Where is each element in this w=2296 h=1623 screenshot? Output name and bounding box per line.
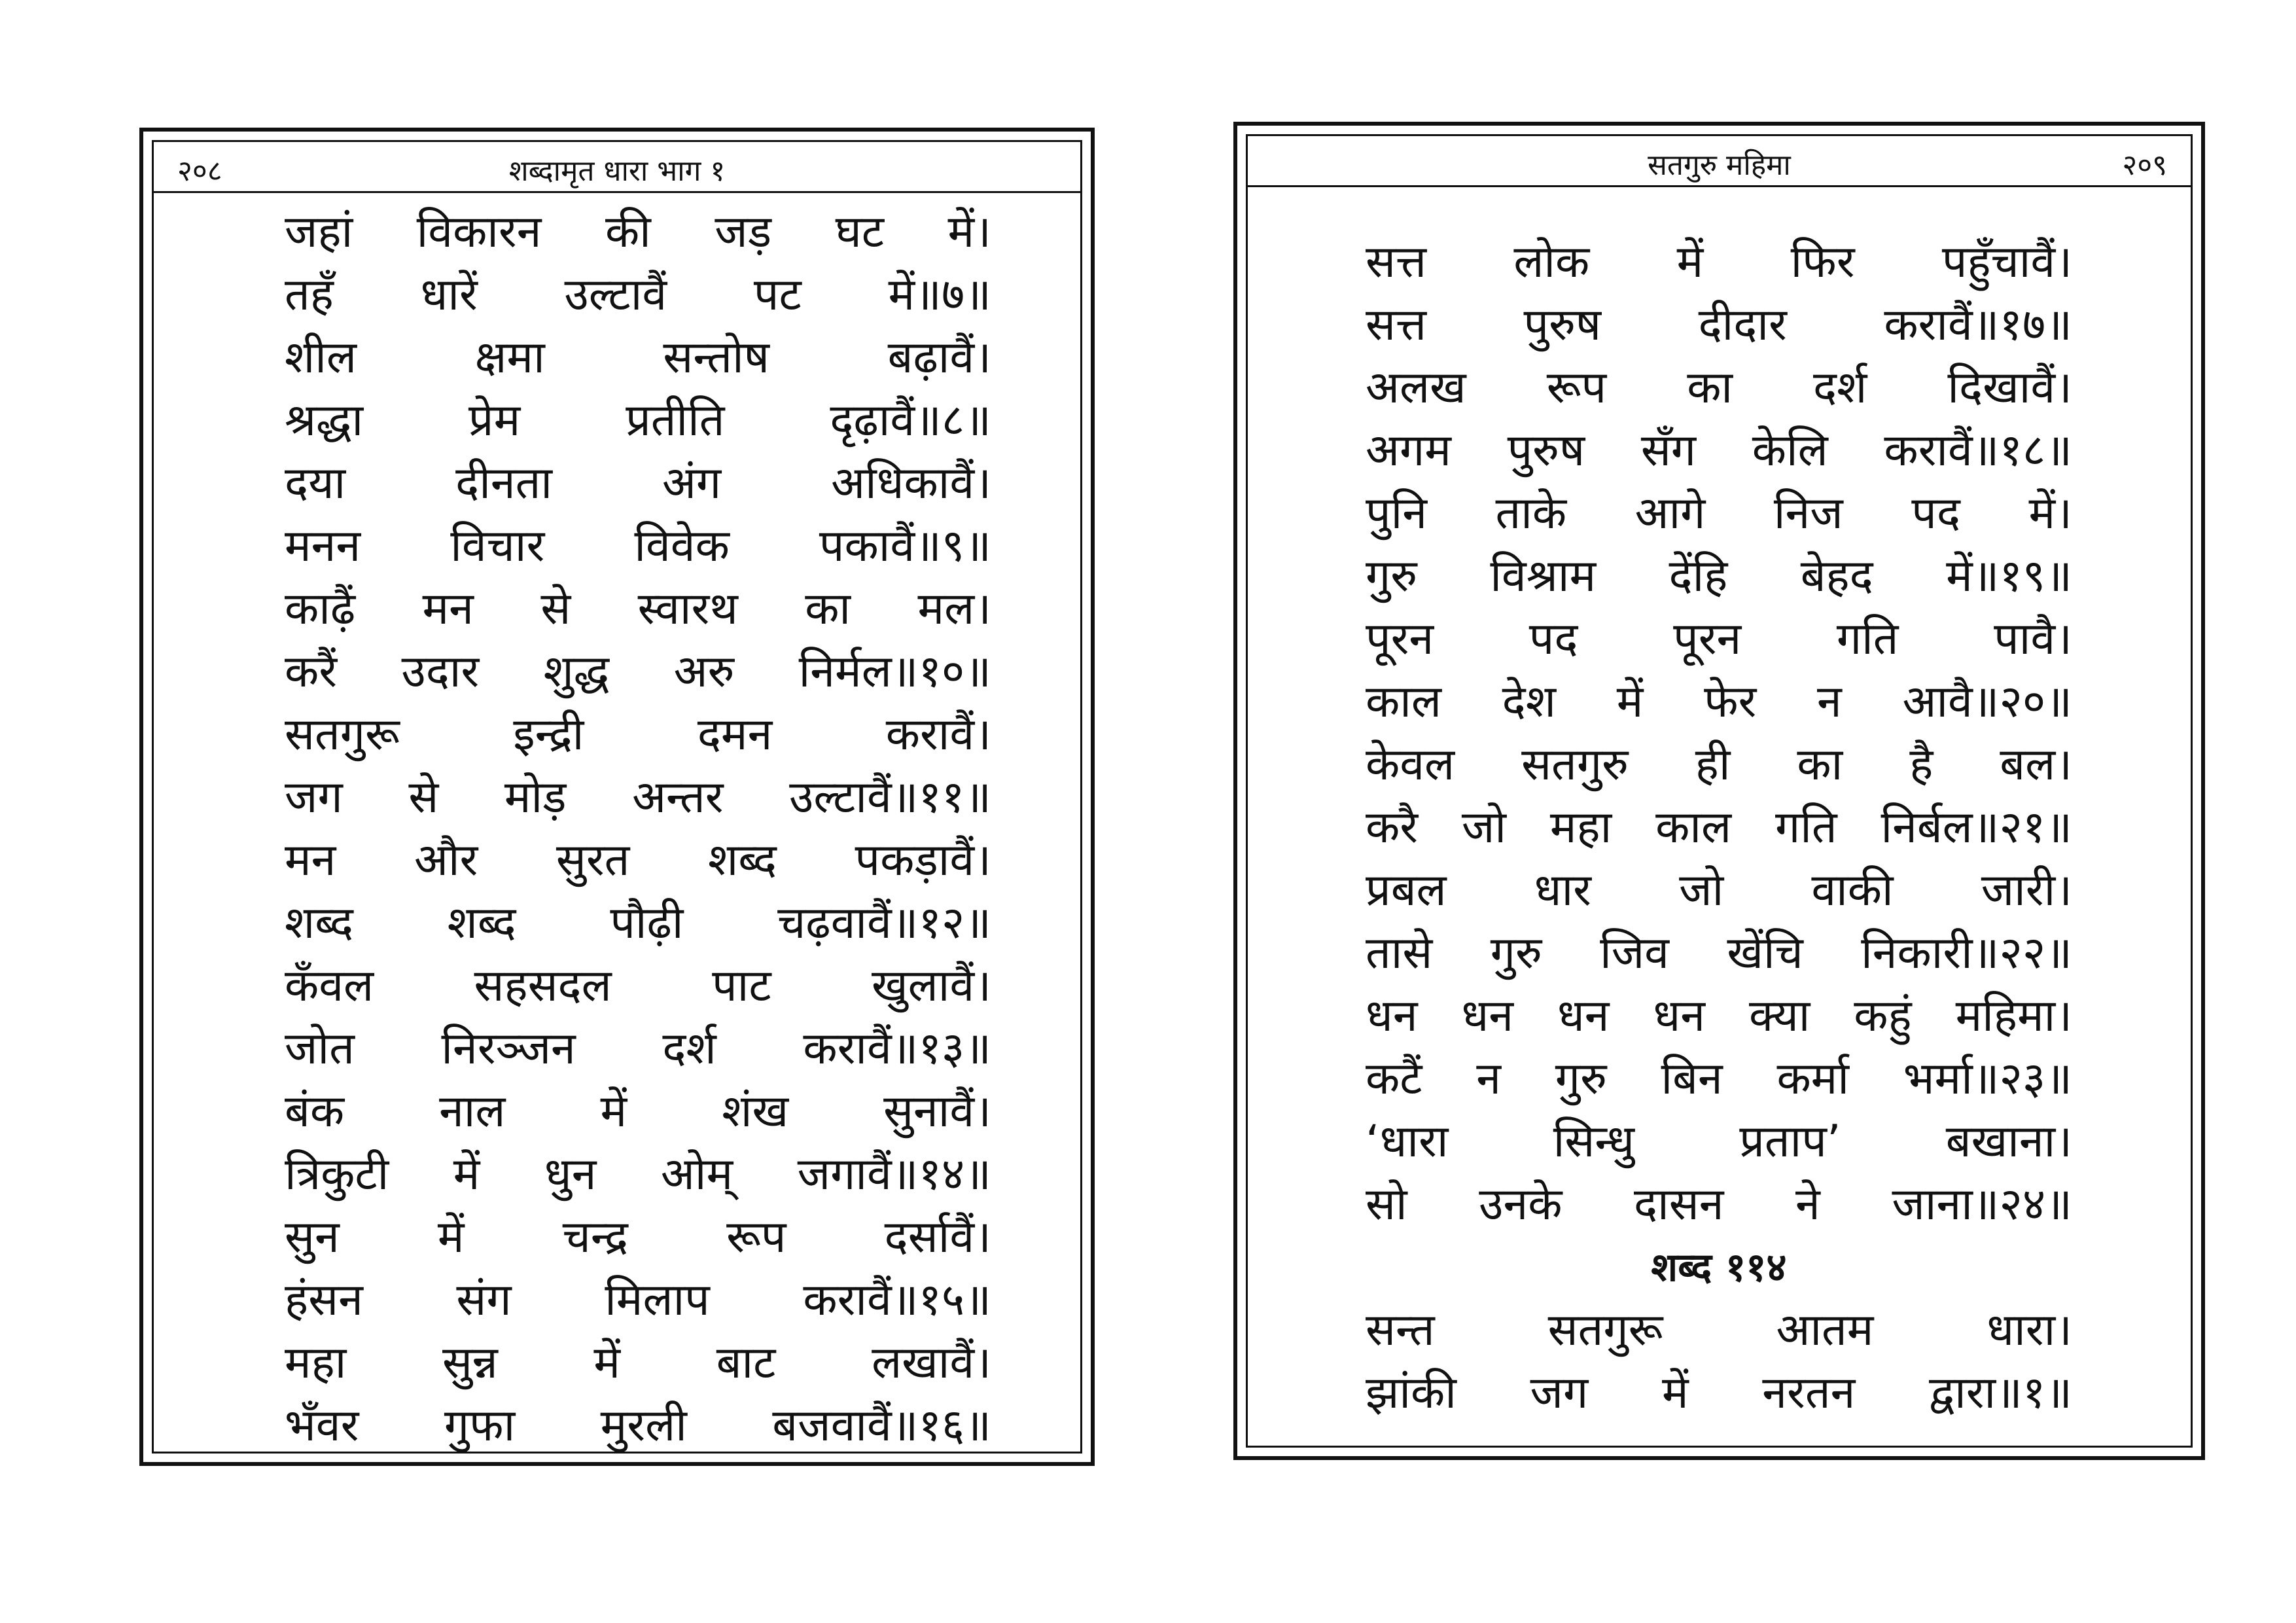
verse-word: गति — [1775, 802, 1837, 853]
verse-word: बाट — [716, 1337, 776, 1389]
verse-word: अधिकावैं। — [831, 457, 991, 509]
verse-line — [1366, 294, 2072, 357]
left-page-frame — [139, 128, 1095, 1466]
verse-word: धारा। — [1987, 1304, 2072, 1356]
verse-word: सो — [1366, 1179, 1407, 1230]
verse-word: निज — [1773, 488, 1843, 539]
verse-word: महिमा। — [1955, 990, 2072, 1042]
verse-line — [1366, 608, 2072, 671]
verse-word: देंहि — [1669, 550, 1728, 602]
verse-word: सुन्न — [442, 1337, 498, 1389]
verse-word: सँग — [1640, 425, 1697, 476]
verse-word: फिर — [1790, 236, 1855, 288]
verse-word: विकारन — [416, 206, 542, 258]
verse-word: पुनि — [1366, 488, 1427, 539]
verse-word: शुद्ध — [543, 646, 610, 698]
verse-word: दर्सावैं। — [884, 1211, 991, 1263]
verse-word: सहसदल — [474, 960, 612, 1012]
verse-word: पकावैं॥९॥ — [819, 520, 991, 572]
verse-word: पहुँचावैं। — [1941, 236, 2072, 288]
verse-word: लोक — [1513, 236, 1590, 288]
left-running-title: शब्दामृत धारा भाग १ — [508, 154, 726, 188]
verse-line — [1366, 859, 2072, 922]
verse-word: क्या — [1748, 990, 1810, 1042]
verse-word: पौढ़ी — [610, 897, 684, 949]
verse-word: न — [1817, 676, 1842, 728]
verse-word: उनके — [1479, 1179, 1563, 1230]
verse-word: प्रबल — [1366, 865, 1447, 916]
verse-line — [1366, 1299, 2072, 1362]
verse-word: पूरन — [1673, 613, 1742, 665]
verse-word: और — [414, 834, 478, 886]
verse-word: सन्तोष — [663, 332, 769, 383]
verse-word: केवल — [1366, 739, 1455, 791]
verse-word: बखाना। — [1945, 1116, 2072, 1168]
verse-word: शंख — [722, 1086, 789, 1137]
verse-word: नाल — [439, 1086, 506, 1137]
verse-line — [285, 1143, 991, 1206]
verse-word: धन — [1461, 990, 1514, 1042]
verse-word: प्रेम — [468, 395, 521, 446]
verse-line — [285, 1332, 991, 1395]
verse-word: उल्टावैं॥११॥ — [789, 772, 991, 823]
verse-word: में॥७॥ — [888, 269, 991, 321]
verse-line — [285, 955, 991, 1018]
verse-line — [285, 1269, 991, 1332]
verse-word: इन्द्री — [513, 709, 584, 760]
verse-line — [285, 641, 991, 704]
verse-word: क्षमा — [474, 332, 545, 383]
verse-word: पाट — [712, 960, 771, 1012]
verse-word: शील — [285, 332, 357, 383]
verse-word: रूप — [1546, 362, 1607, 414]
verse-word: का — [1687, 362, 1733, 414]
verse-word: केलि — [1752, 425, 1828, 476]
verse-word: झांकी — [1366, 1367, 1457, 1419]
verse-word: दमन — [697, 709, 773, 760]
verse-word: गुरु — [1555, 1053, 1607, 1105]
verse-word: श्रद्धा — [285, 395, 364, 446]
verse-line — [285, 452, 991, 515]
verse-word: अलख — [1366, 362, 1466, 414]
verse-word: में। — [2028, 488, 2072, 539]
verse-line — [285, 704, 991, 766]
verse-word: जड़ — [715, 206, 772, 258]
verse-word: खुलावैं। — [872, 960, 991, 1012]
verse-word: पकड़ावैं। — [855, 834, 991, 886]
verse-word: उदार — [401, 646, 480, 698]
verse-word: निकारी॥२२॥ — [1861, 927, 2072, 979]
verse-word: करावैं॥१५॥ — [803, 1274, 991, 1326]
verse-word: कर्मा — [1776, 1053, 1849, 1105]
verse-word: लखावैं। — [872, 1337, 991, 1389]
verse-word: चढ़वावैं॥१२॥ — [777, 897, 991, 949]
verse-word: आतम — [1776, 1304, 1874, 1356]
verse-word: जो — [1461, 802, 1506, 853]
verse-word: धारें — [420, 269, 478, 321]
verse-word: में — [1616, 676, 1644, 728]
verse-word: देश — [1502, 676, 1557, 728]
verse-word: बल। — [2000, 739, 2072, 791]
verse-line — [1366, 796, 2072, 859]
right-page-number: २०९ — [2122, 149, 2167, 182]
verse-word: मोड़ — [504, 772, 567, 823]
verse-word: में॥१९॥ — [1946, 550, 2072, 602]
verse-word: मनन — [285, 520, 361, 572]
right-verses-part-1 — [1366, 231, 2072, 1236]
verse-word: भँवर — [285, 1400, 359, 1452]
verse-word: में। — [947, 206, 991, 258]
verse-word: से — [540, 583, 571, 635]
left-verse-block — [285, 201, 991, 1457]
verse-word: सन्त — [1366, 1304, 1435, 1356]
verse-word: सिन्धु — [1553, 1116, 1634, 1168]
verse-word: सत्त — [1366, 236, 1426, 288]
verse-line — [285, 1395, 991, 1457]
verse-word: सतगुरू — [285, 709, 400, 760]
verse-word: का — [1797, 739, 1843, 791]
verse-word: न — [1476, 1053, 1502, 1105]
verse-word: पावै। — [1994, 613, 2072, 665]
verse-word: निर्मल॥१०॥ — [798, 646, 991, 698]
verse-word: मन — [422, 583, 474, 635]
verse-word: चन्द्र — [562, 1211, 628, 1263]
verse-word: शब्द — [707, 834, 777, 886]
left-page-header — [154, 142, 1080, 193]
verse-word: जारी। — [1981, 865, 2072, 916]
verse-word: निरञ्जन — [441, 1023, 576, 1075]
verse-word: आवै॥२०॥ — [1902, 676, 2072, 728]
verse-line — [1366, 922, 2072, 985]
verse-word: जाना॥२४॥ — [1892, 1179, 2072, 1230]
verse-word: सुन — [285, 1211, 340, 1263]
verse-word: सुनावैं। — [883, 1086, 991, 1137]
verse-word: अरु — [673, 646, 735, 698]
verse-word: पुरुष — [1523, 299, 1602, 351]
verse-word: महा — [1549, 802, 1612, 853]
verse-word: धन — [1366, 990, 1418, 1042]
verse-word: दृढ़ावैं॥८॥ — [830, 395, 991, 446]
verse-word: पुरुष — [1507, 425, 1585, 476]
verse-word: बजवावैं॥१६॥ — [772, 1400, 991, 1452]
verse-word: खेंचि — [1727, 927, 1803, 979]
verse-word: कटैं — [1366, 1053, 1422, 1105]
verse-word: करावैं॥१७॥ — [1884, 299, 2072, 351]
verse-word: फेर — [1704, 676, 1757, 728]
verse-line — [1366, 1048, 2072, 1111]
verse-word: ने — [1795, 1179, 1820, 1230]
verse-word: वाकी — [1811, 865, 1894, 916]
verse-line — [1366, 545, 2072, 608]
section-heading: शब्द ११४ — [1651, 1245, 1787, 1291]
right-running-title: सतगुरु महिमा — [1648, 149, 1791, 182]
verse-word: अगम — [1366, 425, 1451, 476]
verse-word: में — [1661, 1367, 1689, 1419]
verse-word: जहां — [285, 206, 353, 258]
verse-word: बेहद — [1800, 550, 1873, 602]
verse-line — [285, 264, 991, 327]
verse-line — [1366, 419, 2072, 482]
verse-word: विचार — [450, 520, 545, 572]
verse-word: कहुं — [1854, 990, 1912, 1042]
verse-word: ताके — [1495, 488, 1567, 539]
verse-word: मिलाप — [605, 1274, 710, 1326]
verse-word: शब्द — [285, 897, 353, 949]
verse-word: दिखावैं। — [1947, 362, 2072, 414]
verse-word: जग — [1530, 1367, 1589, 1419]
verse-line — [1366, 671, 2072, 734]
verse-word: काल — [1655, 802, 1732, 853]
verse-word: त्रिकुटी — [285, 1149, 389, 1200]
verse-line — [285, 515, 991, 578]
verse-line — [285, 389, 991, 452]
verse-word: दर्श — [1813, 362, 1867, 414]
verse-line — [285, 578, 991, 641]
verse-word: पट — [753, 269, 802, 321]
left-page-inner-frame — [152, 140, 1082, 1454]
verse-line — [1366, 734, 2072, 796]
verse-word: मुरली — [600, 1400, 687, 1452]
verse-word: घट — [835, 206, 885, 258]
verse-word: में — [1676, 236, 1704, 288]
verse-word: का — [805, 583, 851, 635]
verse-word: दासन — [1634, 1179, 1724, 1230]
verse-word: धन — [1557, 990, 1610, 1042]
verse-word: कँवल — [285, 960, 374, 1012]
right-page-frame — [1233, 122, 2205, 1460]
verse-line — [285, 201, 991, 264]
verse-word: बढ़ावैं। — [887, 332, 991, 383]
verse-line — [285, 766, 991, 829]
verse-word: भर्मा॥२३॥ — [1903, 1053, 2072, 1105]
verse-line — [1366, 1173, 2072, 1236]
verse-word: काल — [1366, 676, 1441, 728]
verse-line — [285, 1018, 991, 1080]
verse-line — [285, 892, 991, 955]
verse-line — [285, 1206, 991, 1269]
verse-word: उल्टावैं — [564, 269, 667, 321]
verse-word: निर्बल॥२१॥ — [1881, 802, 2072, 853]
verse-word: जगावैं॥१४॥ — [797, 1149, 991, 1200]
verse-word: विश्राम — [1490, 550, 1597, 602]
verse-word: अन्तर — [632, 772, 724, 823]
verse-word: गुरु — [1490, 927, 1542, 979]
verse-line — [285, 829, 991, 892]
verse-line — [1366, 482, 2072, 545]
right-verses-part-2 — [1366, 1299, 2072, 1425]
verse-line — [1366, 985, 2072, 1048]
verse-word: विवेक — [634, 520, 730, 572]
right-page — [1148, 0, 2296, 1623]
verse-word: ही — [1695, 739, 1731, 791]
verse-word: पूरन — [1366, 613, 1434, 665]
verse-line — [285, 1080, 991, 1143]
verse-word: करै — [1366, 802, 1419, 853]
right-verse-block — [1366, 231, 2072, 1425]
verse-word: धुन — [544, 1149, 597, 1200]
verse-word: प्रताप’ — [1739, 1116, 1841, 1168]
verse-word: द्वारा॥१॥ — [1929, 1367, 2072, 1419]
verse-word: गुरु — [1366, 550, 1417, 602]
verse-word: में — [453, 1149, 480, 1200]
verse-word: बंक — [285, 1086, 345, 1137]
verse-word: दर्श — [662, 1023, 716, 1075]
verse-word: धार — [1534, 865, 1591, 916]
verse-word: तहँ — [285, 269, 334, 321]
verse-word: करावैं। — [885, 709, 991, 760]
verse-word: स्वारथ — [637, 583, 738, 635]
verse-word: पद — [1528, 613, 1578, 665]
verse-word: काढ़ैं — [285, 583, 356, 635]
verse-word: गुफा — [444, 1400, 516, 1452]
verse-line — [1366, 357, 2072, 419]
verse-word: नरतन — [1762, 1367, 1856, 1419]
verse-word: करावैं॥१३॥ — [803, 1023, 991, 1075]
verse-word: है — [1909, 739, 1934, 791]
verse-word: मन — [285, 834, 336, 886]
verse-line — [1366, 1362, 2072, 1425]
verse-word: रूप — [726, 1211, 786, 1263]
verse-word: प्रतीति — [626, 395, 725, 446]
verse-word: संग — [456, 1274, 512, 1326]
verse-word: पद — [1911, 488, 1960, 539]
verse-word: गति — [1836, 613, 1899, 665]
verse-line — [1366, 231, 2072, 294]
verse-word: जग — [285, 772, 343, 823]
verse-word: सतगुरू — [1547, 1304, 1663, 1356]
verse-word: ‘धारा — [1366, 1116, 1449, 1168]
left-page-number: २०८ — [177, 154, 222, 188]
verse-word: सत्त — [1366, 299, 1426, 351]
verse-word: मल। — [917, 583, 991, 635]
right-page-inner-frame — [1246, 134, 2193, 1448]
verse-word: शब्द — [447, 897, 516, 949]
verse-word: बिन — [1661, 1053, 1723, 1105]
verse-word: सुरत — [556, 834, 630, 886]
verse-word: जो — [1679, 865, 1724, 916]
verse-word: तासे — [1366, 927, 1433, 979]
verse-word: महा — [285, 1337, 347, 1389]
verse-word: में — [600, 1086, 627, 1137]
verse-word: से — [408, 772, 439, 823]
verse-word: धन — [1653, 990, 1706, 1042]
verse-word: दीदार — [1698, 299, 1787, 351]
verse-word: आगे — [1634, 488, 1706, 539]
verse-word: करैं — [285, 646, 338, 698]
verse-word: की — [605, 206, 651, 258]
verse-line — [1366, 1111, 2072, 1173]
verse-word: दीनता — [455, 457, 552, 509]
verse-word: ओम् — [660, 1149, 733, 1200]
verse-word: दया — [285, 457, 346, 509]
verse-word: में — [593, 1337, 621, 1389]
right-page-header — [1248, 136, 2191, 187]
verse-word: अंग — [662, 457, 722, 509]
verse-word: सतगुरु — [1521, 739, 1629, 791]
verse-word: हंसन — [285, 1274, 363, 1326]
verse-word: करावैं॥१८॥ — [1884, 425, 2072, 476]
verse-line — [285, 327, 991, 389]
verse-word: में — [437, 1211, 465, 1263]
verse-word: जिव — [1600, 927, 1669, 979]
verse-word: जोत — [285, 1023, 355, 1075]
